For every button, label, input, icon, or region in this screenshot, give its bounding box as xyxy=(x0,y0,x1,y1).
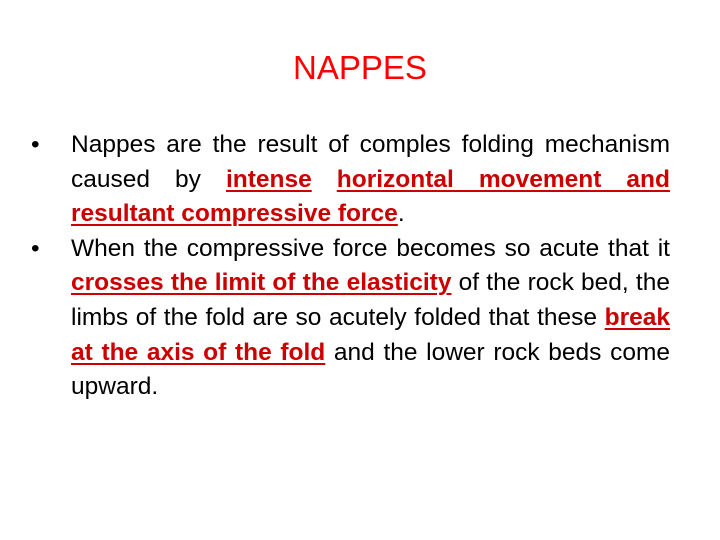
bullet-text: When the compressive force becomes so acute that it xyxy=(71,234,670,262)
bullet-text xyxy=(312,166,337,193)
highlight-intense: intense xyxy=(225,165,312,193)
bullet-text: . xyxy=(397,200,405,228)
highlight-fold-axis-break: break at the axis of the fold xyxy=(71,303,670,366)
bullet-icon: • xyxy=(31,234,40,262)
highlight-elasticity-limit: crosses the limit of the elasticity xyxy=(71,269,452,297)
slide-title: NAPPES xyxy=(293,49,427,86)
highlight-horizontal-movement: horizontal movement and resultant compressive force xyxy=(71,165,670,228)
bullet-list xyxy=(30,128,670,405)
bullet-text: of the rock bed, the limbs of the fold are so acutely folded that these xyxy=(71,269,670,331)
bullet-item-compressive-force xyxy=(30,232,670,405)
bullet-icon: • xyxy=(31,131,40,158)
bullet-text: Nappes are the result of comples folding mechanism caused by xyxy=(71,131,670,193)
bullet-item-nappes-result xyxy=(30,128,670,232)
bullet-text: and the lower rock beds come upward. xyxy=(71,338,670,401)
